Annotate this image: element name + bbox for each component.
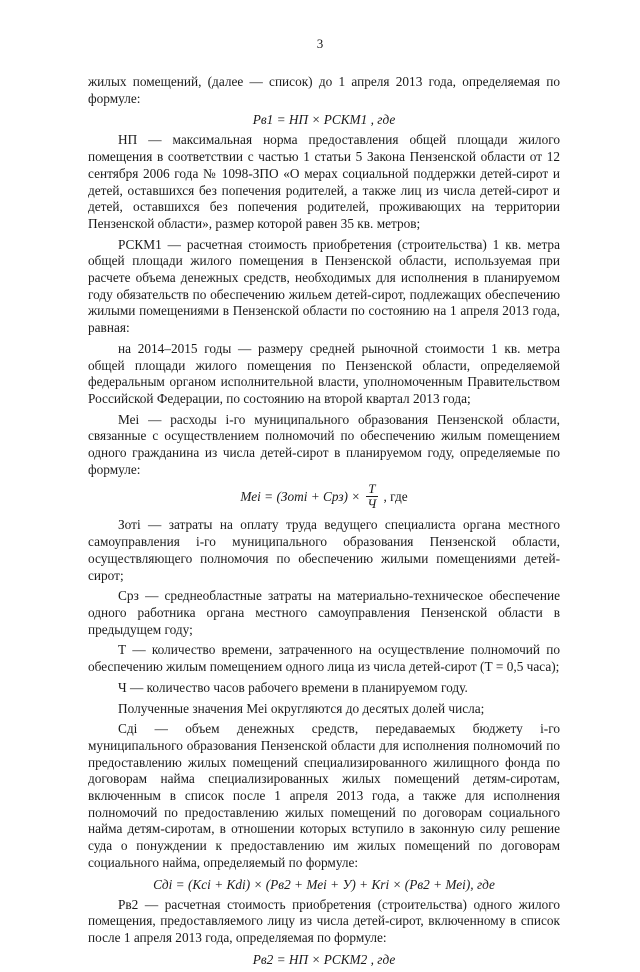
- formula-fraction: [366, 482, 377, 511]
- formula-me-tail: , где: [383, 488, 408, 504]
- paragraph: Срз — среднеобластные затраты на материально-техническое обеспечение одного работника органа местного самоуправления Пензенской области в предыдущем году;: [88, 588, 560, 637]
- page-number: 3: [316, 36, 324, 51]
- paragraph: Ч — количество часов рабочего времени в планируемом году.: [118, 679, 468, 695]
- formula-me-lhs: Меi = (Зотi + Срз) ×: [240, 488, 361, 504]
- formula-cd: Cдi = (Kci + Kdi) × (Рв2 + Меi + У) + Kri × (Рв2 + Меi), где: [153, 876, 495, 892]
- paragraph: Меi — расходы i-го муниципального образования Пензенской области, связанные с осуществлением полномочий по обеспечению жилым помещением одного гражданина из числа детей-сирот в планируемом году, определяемые по формуле:: [88, 411, 560, 477]
- paragraph: жилых помещений, (далее — список) до 1 апреля 2013 года, определяемая по формуле:: [88, 74, 560, 106]
- fraction-numerator: Т: [368, 481, 376, 497]
- document-body: [88, 74, 560, 972]
- paragraph: Полученные значения Меi округляются до десятых долей числа;: [118, 700, 485, 716]
- paragraph: РСКМ1 — расчетная стоимость приобретения (строительства) 1 кв. метра общей площади жилого помещения в Пензенской области, используемая при расчете объема денежных средств, необходимых для исполнения в планируемом году обязательств по обеспечению жильем детей-сирот, подлежащих обеспечению жилыми помещениями в Пензенской области по состоянию на 1 апреля 2013 года, равная:: [88, 236, 560, 336]
- formula-me: [88, 482, 560, 511]
- paragraph: на 2014–2015 годы — размеру средней рыночной стоимости 1 кв. метра общей площади жилого помещения по Пензенской области, определяемой федеральным органом исполнительной власти, уполномоченным Правительством Российской Федерации, по состоянию на второй квартал 2013 года;: [88, 340, 560, 406]
- paragraph: Cдi — объем денежных средств, передаваемых бюджету i-го муниципального образования Пензенской области для исполнения полномочий по предоставлению жилых помещений специализированного жилищного фонда по договорам найма специализированных жилых помещений детям-сиротам, включенным в список после 1 апреля 2013 года, а также для исполнения полномочий по предоставлению жилых помещений по договорам социального найма детям-сиротам, в отношении которых вступило в законную силу решение суда о понуждении к предоставлению им жилых помещений по договорам социального найма, определяемый по формуле:: [88, 721, 560, 870]
- fraction-denominator: Ч: [367, 496, 377, 512]
- paragraph: Рв2 — расчетная стоимость приобретения (строительства) одного жилого помещения, предоставляемого лицу из числа детей-сирот, включенному в список после 1 апреля 2013 года, определяемая по формуле:: [88, 896, 560, 945]
- paragraph: Т — количество времени, затраченного на осуществление полномочий по обеспечению жилым помещением одного лица из числа детей-сирот (Т = 0,5 часа);: [88, 642, 560, 675]
- paragraph: НП — максимальная норма предоставления общей площади жилого помещения в соответствии с частью 1 статьи 5 Закона Пензенской области от 12 сентября 2006 года № 1098-ЗПО «О мерах социальной поддержки детей-сирот и детей, оставшихся без попечения родителей, а также лиц из числа детей-сирот и детей, оставшихся без попечения родителей, проживающих на территории Пензенской области», размер которой равен 35 кв. метров;: [88, 132, 560, 231]
- paragraph: Зотi — затраты на оплату труда ведущего специалиста органа местного самоуправления i-го муниципального образования Пензенской области, осуществляющего полномочия по обеспечению жилыми помещениями детей-сирот;: [88, 517, 560, 583]
- formula-rv2: Рв2 = НП × РСКМ2 , где: [252, 951, 396, 967]
- formula-rv1: Рв1 = НП × РСКМ1 , где: [252, 112, 396, 128]
